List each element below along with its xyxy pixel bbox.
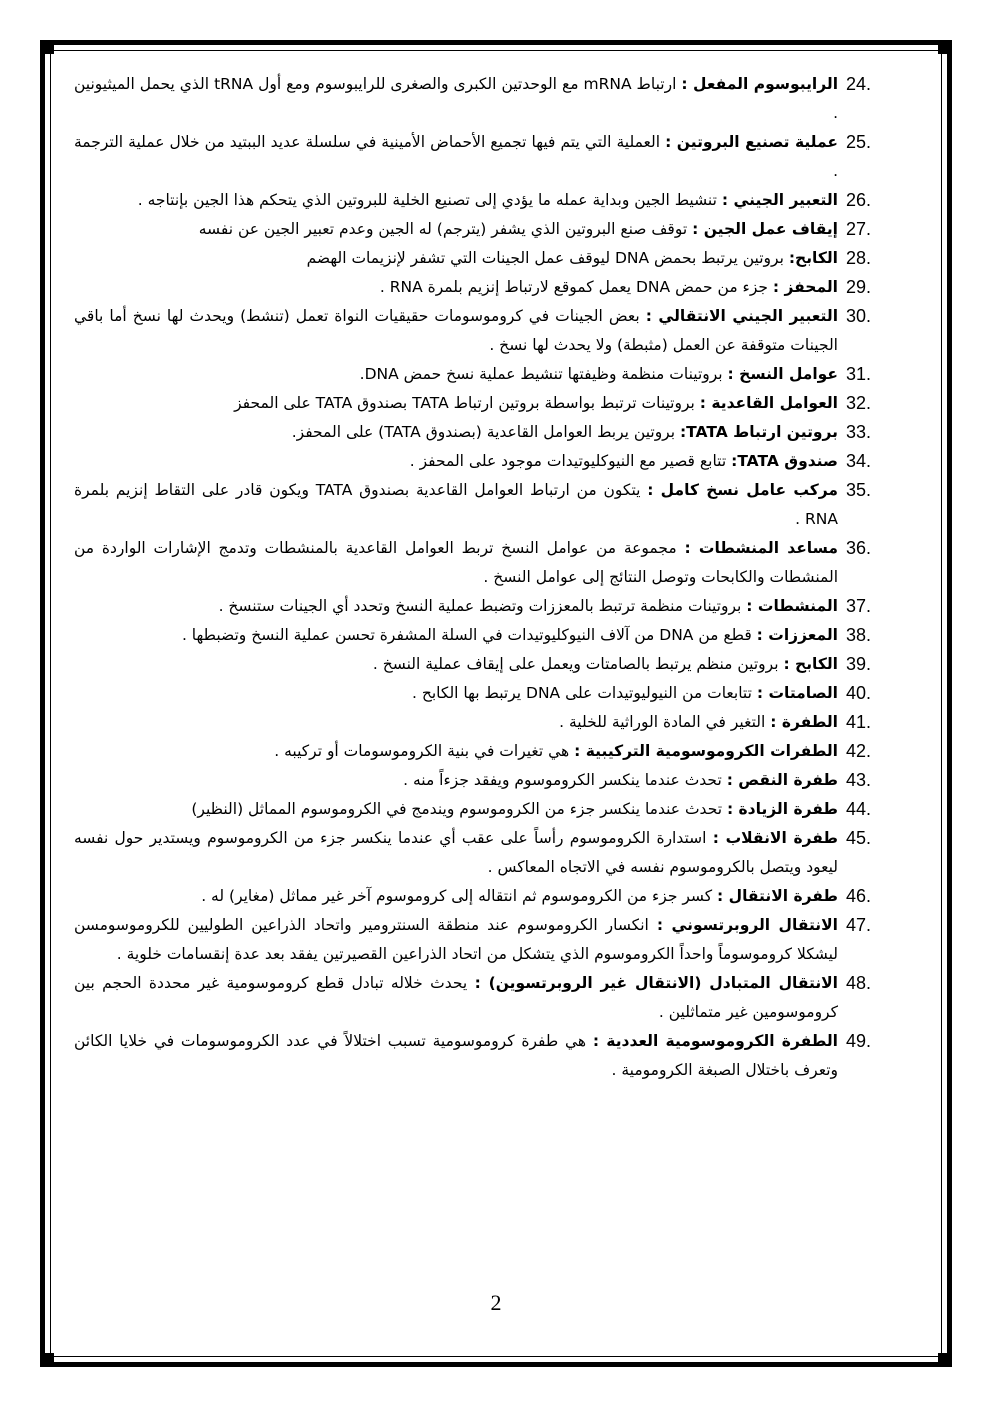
definition-body bbox=[74, 360, 838, 389]
definition-text: تحدث عندما ينكسر جزء من الكروموسوم ويندمج في الكروموسوم المماثل (النظير) bbox=[191, 800, 727, 818]
definition-body bbox=[74, 476, 838, 534]
definition-text: جزء من حمض DNA يعمل كموقع لارتباط إنزيم بلمرة RNA . bbox=[379, 278, 773, 296]
definition-term: الانتقال الروبرتسوني : bbox=[656, 916, 838, 934]
definitions-list bbox=[74, 70, 904, 1085]
item-number: 36. bbox=[846, 538, 872, 558]
definition-item bbox=[74, 215, 904, 244]
item-number: 44. bbox=[846, 799, 872, 819]
definition-item bbox=[74, 824, 904, 882]
definition-item bbox=[74, 534, 904, 592]
definition-body bbox=[74, 418, 838, 447]
item-number: 29. bbox=[846, 277, 872, 297]
definition-term: طفرة الانقلاب : bbox=[712, 829, 839, 847]
definition-text: كسر جزء من الكروموسوم ثم انتقاله إلى كروموسوم آخر غير مماثل (مغاير) له . bbox=[201, 887, 718, 905]
definition-item bbox=[74, 969, 904, 1027]
item-number: 43. bbox=[846, 770, 872, 790]
definition-term: طفرة الانتقال : bbox=[717, 887, 838, 905]
definition-item bbox=[74, 244, 904, 273]
item-number: 34. bbox=[846, 451, 872, 471]
definition-term: الكابح : bbox=[783, 655, 838, 673]
definition-body bbox=[74, 679, 838, 708]
definition-term: مركب عامل نسخ كامل : bbox=[647, 481, 838, 499]
item-number: 42. bbox=[846, 741, 872, 761]
definition-term: العوامل القاعدية : bbox=[699, 394, 838, 412]
definition-body bbox=[74, 882, 838, 911]
definition-text: العملية التي يتم فيها تجميع الأحماض الأمينية في سلسلة عديد الببتيد من خلال عملية الترجمة . bbox=[74, 133, 838, 180]
item-number: 33. bbox=[846, 422, 872, 442]
definition-term: الطفرات الكروموسومية التركيبية : bbox=[574, 742, 838, 760]
definition-text: بروتينات ترتبط بواسطة بروتين ارتباط TATA بصندوق TATA على المحفز bbox=[234, 394, 700, 412]
definition-item bbox=[74, 70, 904, 128]
definition-item bbox=[74, 708, 904, 737]
definition-item bbox=[74, 128, 904, 186]
definition-item bbox=[74, 882, 904, 911]
definition-body bbox=[74, 1027, 838, 1085]
definition-body bbox=[74, 70, 838, 128]
definition-text: انكسار الكروموسوم عند منطقة السنترومير واتحاد الذراعين الطوليين للكروموسومسن ليشكلا كروموسوماً واحداً الكروموسوم الذي يتشكل من اتحاد الذراعين القصيرتين يفقد بعد عدة إنقسامات خلوية . bbox=[74, 916, 838, 963]
definition-term: مساعد المنشطات : bbox=[684, 539, 838, 557]
definition-text: بروتين يرتبط بحمض DNA ليوقف عمل الجينات التي تشفر لإنزيمات الهضم bbox=[306, 249, 789, 267]
definition-text: تتابعات من النيوليوتيدات على DNA يرتبط بها الكابح . bbox=[412, 684, 757, 702]
definition-text: بروتينات منظمة وظيفتها تنشيط عملية نسخ حمض DNA. bbox=[359, 365, 728, 383]
definition-body bbox=[74, 766, 838, 795]
definition-term: الصامتات : bbox=[756, 684, 838, 702]
definition-term: طفرة الزيادة : bbox=[726, 800, 838, 818]
definition-body bbox=[74, 737, 838, 766]
definition-term: طفرة النقص : bbox=[726, 771, 838, 789]
definition-text: يتكون من ارتباط العوامل القاعدية بصندوق TATA ويكون قادر على التقاط إنزيم بلمرة RNA . bbox=[74, 481, 838, 528]
border-corner bbox=[40, 1353, 54, 1367]
definition-body bbox=[74, 795, 838, 824]
item-number: 28. bbox=[846, 248, 872, 268]
definition-body bbox=[74, 389, 838, 418]
item-number: 46. bbox=[846, 886, 872, 906]
definition-item bbox=[74, 360, 904, 389]
definition-text: بعض الجينات في كروموسومات حقيقيات النواة تعمل (تنشط) ويحدث لها نسخ أما باقي الجينات متوقفة عن العمل (مثبطة) ولا يحدث لها نسخ . bbox=[74, 307, 838, 354]
definition-item bbox=[74, 1027, 904, 1085]
definition-body bbox=[74, 447, 838, 476]
definition-body bbox=[74, 824, 838, 882]
item-number: 40. bbox=[846, 683, 872, 703]
definition-text: بروتين منظم يرتبط بالصامتات ويعمل على إيقاف عملية النسخ . bbox=[372, 655, 784, 673]
definition-body bbox=[74, 128, 838, 186]
definition-text: استدارة الكروموسوم رأساً على عقب أي عندما ينكسر جزء من الكروموسوم ويستدير حول نفسه ليعود ويتصل بالكروموسوم نفسه في الاتجاه المعاكس . bbox=[74, 829, 838, 876]
definition-body bbox=[74, 186, 838, 215]
item-number: 41. bbox=[846, 712, 872, 732]
border-corner bbox=[40, 40, 54, 54]
definition-text: تنشيط الجين وبداية عمله ما يؤدي إلى تصنيع الخلية للبروتين الذي يتحكم هذا الجين بإنتاجه . bbox=[137, 191, 722, 209]
definition-body bbox=[74, 534, 838, 592]
item-number: 37. bbox=[846, 596, 872, 616]
page-number: 2 bbox=[490, 1290, 502, 1315]
item-number: 47. bbox=[846, 915, 872, 935]
definition-term: صندوق TATA: bbox=[731, 452, 838, 470]
item-number: 24. bbox=[846, 74, 872, 94]
definition-item bbox=[74, 592, 904, 621]
definition-item bbox=[74, 650, 904, 679]
definition-text: التغير في المادة الوراثية للخلية . bbox=[559, 713, 771, 731]
definition-body bbox=[74, 244, 838, 273]
definition-text: هي تغيرات في بنية الكروموسومات أو تركيبه . bbox=[274, 742, 575, 760]
item-number: 49. bbox=[846, 1031, 872, 1051]
definition-item bbox=[74, 447, 904, 476]
definition-text: هي طفرة كروموسومية تسبب اختلالاً في عدد الكروموسومات في خلايا الكائن وتعرف باختلال الصبغة الكرومومية . bbox=[74, 1032, 838, 1079]
item-number: 48. bbox=[846, 973, 872, 993]
definition-body bbox=[74, 215, 838, 244]
border-corner bbox=[938, 1353, 952, 1367]
definition-body bbox=[74, 302, 838, 360]
definition-item bbox=[74, 795, 904, 824]
definition-body bbox=[74, 650, 838, 679]
definition-item bbox=[74, 273, 904, 302]
definition-term: المحفز : bbox=[772, 278, 838, 296]
definition-term: المنشطات : bbox=[746, 597, 838, 615]
definition-item bbox=[74, 476, 904, 534]
definition-term: الطفرة : bbox=[770, 713, 838, 731]
definition-item bbox=[74, 679, 904, 708]
item-number: 38. bbox=[846, 625, 872, 645]
item-number: 35. bbox=[846, 480, 872, 500]
item-number: 27. bbox=[846, 219, 872, 239]
item-number: 30. bbox=[846, 306, 872, 326]
item-number: 45. bbox=[846, 828, 872, 848]
definition-text: قطع من DNA من آلاف النيوكليوتيدات في السلة المشفرة تحسن عملية النسخ وتضبطها . bbox=[181, 626, 757, 644]
definition-text: تتابع قصير مع النيوكليوتيدات موجود على المحفز . bbox=[409, 452, 732, 470]
border-corner bbox=[938, 40, 952, 54]
definition-body bbox=[74, 592, 838, 621]
definition-item bbox=[74, 911, 904, 969]
definition-text: بروتين يربط العوامل القاعدية (بصندوق TATA) على المحفز. bbox=[291, 423, 680, 441]
definition-item bbox=[74, 766, 904, 795]
definition-term: المعززات : bbox=[756, 626, 838, 644]
item-number: 32. bbox=[846, 393, 872, 413]
definition-term: الرايبوسوم المفعل : bbox=[681, 75, 839, 93]
definition-term: الكابح: bbox=[788, 249, 838, 267]
definition-body bbox=[74, 621, 838, 650]
definition-text: مجموعة من عوامل النسخ تربط العوامل القاعدية بالمنشطات وتدمج الإشارات الواردة من المنشطات والكابحات وتوصل النتائج إلى عوامل النسخ . bbox=[74, 539, 838, 586]
definition-item bbox=[74, 418, 904, 447]
item-number: 25. bbox=[846, 132, 872, 152]
item-number: 31. bbox=[846, 364, 872, 384]
definition-term: التعبير الجيني : bbox=[721, 191, 838, 209]
definition-term: إيقاف عمل الجين : bbox=[692, 220, 838, 238]
definition-term: عملية تصنيع البروتين : bbox=[665, 133, 838, 151]
definition-body bbox=[74, 708, 838, 737]
definition-item bbox=[74, 389, 904, 418]
definition-item bbox=[74, 302, 904, 360]
definition-term: الانتقال المتبادل (الانتقال غير الروبرتسوين) : bbox=[474, 974, 838, 992]
definition-item bbox=[74, 737, 904, 766]
definition-term: عوامل النسخ : bbox=[727, 365, 838, 383]
definition-text: توقف صنع البروتين الذي يشفر (يترجم) له الجين وعدم تعبير الجين عن نفسه bbox=[198, 220, 693, 238]
definition-term: الطفرة الكروموسومية العددية : bbox=[592, 1032, 838, 1050]
definition-text: يحدث خلاله تبادل قطع كروموسومية غير محددة الحجم بين كروموسومين غير متماثلين . bbox=[74, 974, 838, 1021]
definition-text: بروتينات منظمة ترتبط بالمعززات وتضبط عملية النسخ وتحدد أي الجينات ستنسخ . bbox=[218, 597, 747, 615]
definition-body bbox=[74, 273, 838, 302]
definition-item bbox=[74, 186, 904, 215]
definition-term: بروتين ارتباط TATA: bbox=[679, 423, 838, 441]
definition-item bbox=[74, 621, 904, 650]
item-number: 39. bbox=[846, 654, 872, 674]
definition-body bbox=[74, 911, 838, 969]
item-number: 26. bbox=[846, 190, 872, 210]
definition-body bbox=[74, 969, 838, 1027]
definition-text: تحدث عندما ينكسر الكروموسوم ويفقد جزءاً منه . bbox=[403, 771, 727, 789]
definition-term: التعبير الجيني الانتقالي : bbox=[645, 307, 839, 325]
definition-text: ارتباط mRNA مع الوحدتين الكبرى والصغرى للرايبوسوم ومع أول tRNA الذي يحمل الميثيونين . bbox=[74, 75, 838, 122]
